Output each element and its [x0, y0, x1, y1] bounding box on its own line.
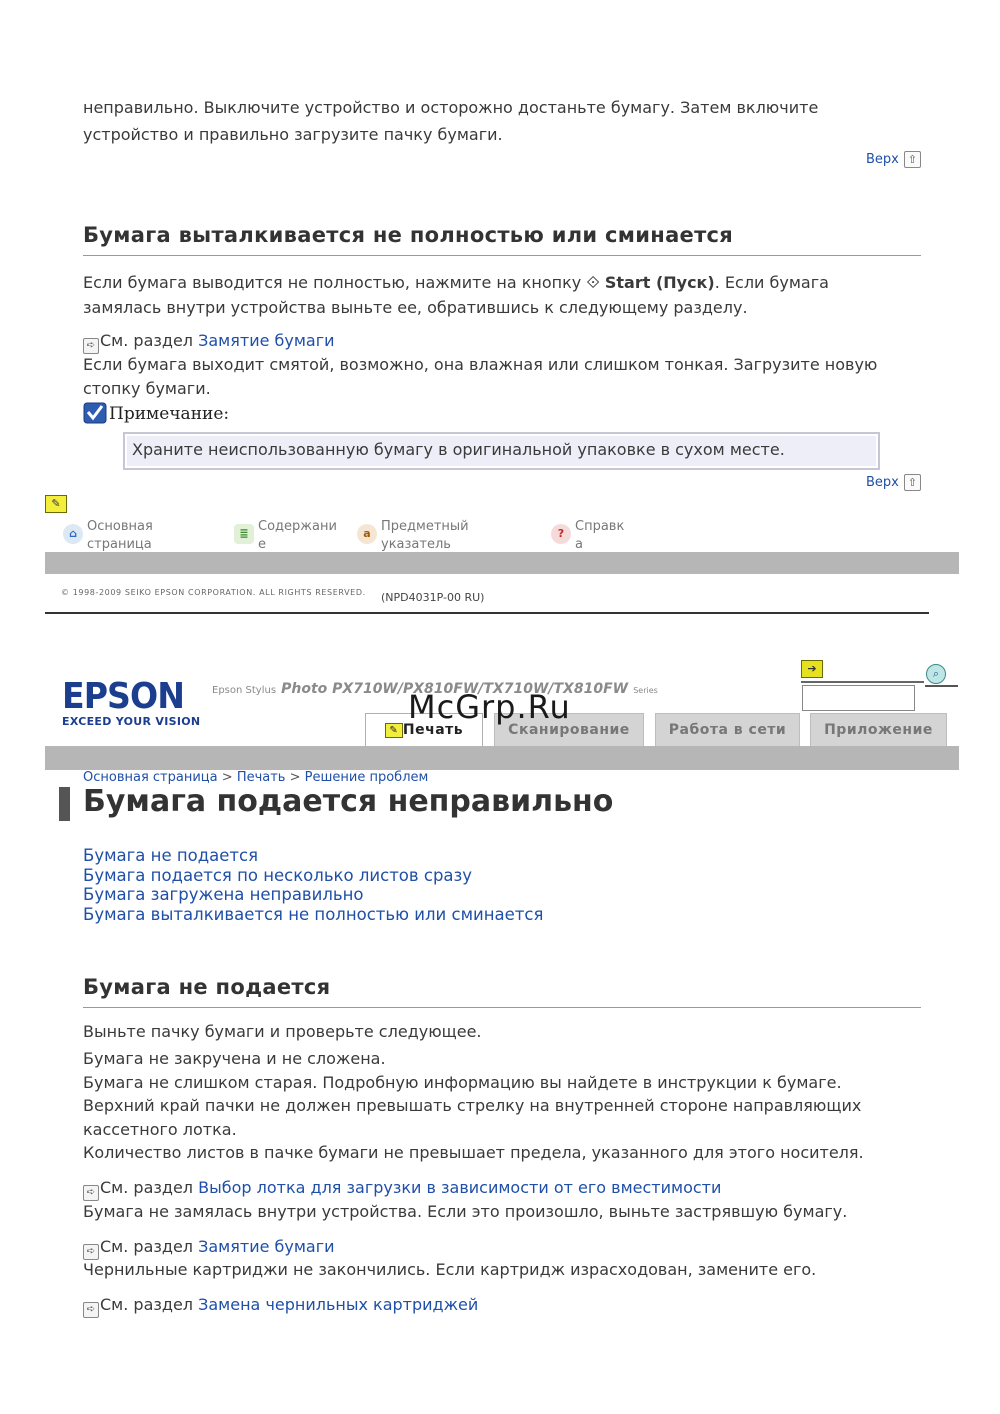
page-break-line [45, 612, 929, 614]
search-rule [801, 681, 924, 683]
section-heading: Бумага не подается [83, 975, 331, 999]
product-name: Epson Stylus Photo PX710W/PX810FW/TX710W/TX810FW Series [212, 681, 658, 697]
paragraph: Выньте пачку бумаги и проверьте следующее. [83, 1022, 482, 1041]
index-icon: a [357, 524, 377, 544]
see-also: ➪ См. раздел Замятие бумаги [83, 1235, 335, 1260]
epson-logo: EPSON [62, 676, 185, 717]
breadcrumb-troubleshooting[interactable]: Решение проблем [304, 770, 429, 785]
paper-jam-link[interactable]: Замятие бумаги [198, 331, 335, 350]
print-icon[interactable]: ✎ [45, 495, 67, 513]
toc-link[interactable]: Бумага подается по несколько листов сразу [83, 865, 473, 885]
top-link[interactable]: Верх ⇧ [866, 151, 921, 168]
note-header: Примечание: [83, 402, 229, 424]
header-bar [45, 746, 959, 770]
search-underline [925, 685, 958, 687]
see-also-icon: ➪ [83, 338, 99, 354]
start-button-label: Start (Пуск) [604, 273, 715, 292]
copyright: © 1998-2009 SEIKO EPSON CORPORATION. ALL RIGHTS RESERVED. [61, 588, 366, 597]
arrow-up-icon: ⇧ [904, 474, 921, 491]
tab-appendix[interactable]: Приложение [810, 713, 947, 746]
search-input[interactable] [802, 685, 915, 711]
see-also: ➪ См. раздел Замятие бумаги [83, 329, 335, 354]
checklist: Бумага не закручена и не сложена. Бумага не слишком старая. Подробную информацию вы найдете в инструкции к бумаге. Верхний край пачки не должен превышать стрелку на внутренней стороне направляющих кассетного лотка. Количество листов в пачке бумаги не превышает предела, указанного для этого носителя. [83, 1049, 864, 1162]
tab-scan[interactable]: Сканирование [494, 713, 644, 746]
top-link[interactable]: Верх ⇧ [866, 474, 921, 491]
see-also: ➪ См. раздел Выбор лотка для загрузки в зависимости от его вместимости [83, 1176, 721, 1201]
doc-code: (NPD4031P-00 RU) [381, 591, 485, 604]
tray-capacity-link[interactable]: Выбор лотка для загрузки в зависимости от его вместимости [198, 1178, 722, 1197]
tab-network[interactable]: Работа в сети [655, 713, 800, 746]
page-title: Бумага подается неправильно [83, 784, 614, 819]
title-marker [59, 787, 70, 821]
note-box: Храните неиспользованную бумагу в оригинальной упаковке в сухом месте. [123, 432, 880, 470]
breadcrumb: Основная страница > Печать > Решение проблем [83, 770, 429, 785]
go-icon[interactable]: ➔ [801, 660, 823, 678]
tagline: EXCEED YOUR VISION [62, 715, 201, 728]
breadcrumb-print[interactable]: Печать [236, 770, 286, 785]
paper-jam-link[interactable]: Замятие бумаги [198, 1237, 335, 1256]
toc-link[interactable]: Бумага не подается [83, 846, 259, 865]
paragraph: Если бумага выводится не полностью, нажмите на кнопку ⟐ Start (Пуск). Если бумага замялась внутри устройства выньте ее, обратившись к следующему разделу. [83, 273, 829, 317]
see-also-icon: ➪ [83, 1244, 99, 1260]
intro-text: неправильно. Выключите устройство и осторожно достаньте бумагу. Затем включите устройство и правильно загрузите пачку бумаги. [83, 98, 819, 144]
footer-nav-contents[interactable]: ≣ Содержани е [234, 518, 337, 554]
see-also-icon: ➪ [83, 1302, 99, 1318]
toc-link[interactable]: Бумага выталкивается не полностью или сминается [83, 904, 544, 924]
footer-nav-home[interactable]: ⌂ Основная страница [63, 518, 153, 554]
print-icon: ✎ [385, 723, 403, 738]
contents-icon: ≣ [234, 524, 254, 544]
footer-nav-index[interactable]: a Предметный указатель [357, 518, 469, 554]
footer-nav-help[interactable]: ? Справк а [551, 518, 624, 554]
divider [83, 255, 921, 256]
check-icon [83, 402, 107, 424]
replace-cartridges-link[interactable]: Замена чернильных картриджей [198, 1295, 479, 1314]
see-also: ➪ См. раздел Замена чернильных картриджей [83, 1293, 478, 1318]
breadcrumb-home[interactable]: Основная страница [83, 770, 218, 785]
tab-print[interactable]: ✎ Печать [365, 713, 483, 746]
section-heading: Бумага выталкивается не полностью или сминается [83, 223, 734, 247]
divider [83, 1007, 921, 1008]
search-icon[interactable]: ⌕ [926, 664, 946, 684]
toc [83, 846, 543, 924]
toc-link[interactable]: Бумага загружена неправильно [83, 885, 364, 904]
watermark: McGrp.Ru [408, 688, 571, 726]
footer-bar [45, 552, 959, 574]
arrow-up-icon: ⇧ [904, 151, 921, 168]
see-also-icon: ➪ [83, 1185, 99, 1201]
start-button-icon: ⟐ [586, 273, 600, 293]
paragraph: Если бумага выходит смятой, возможно, она влажная или слишком тонкая. Загрузите новую стопку бумаги. [83, 355, 878, 398]
help-icon: ? [551, 524, 571, 544]
home-icon: ⌂ [63, 524, 83, 544]
paragraph: Чернильные картриджи не закончились. Если картридж израсходован, замените его. [83, 1260, 817, 1279]
paragraph: Бумага не замялась внутри устройства. Если это произошло, выньте застрявшую бумагу. [83, 1202, 848, 1221]
